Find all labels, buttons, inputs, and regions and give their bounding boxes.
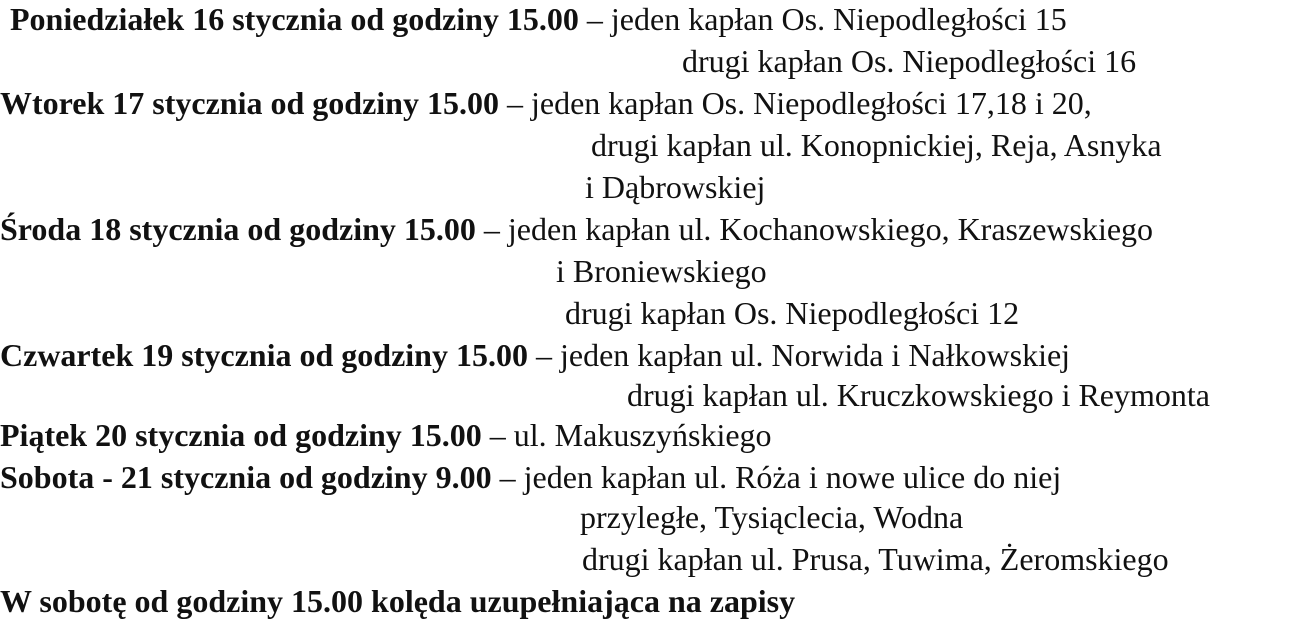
schedule-line: [0, 39, 1300, 83]
day-heading-thursday: Czwartek 19 stycznia od godziny 15.00: [0, 337, 528, 373]
assignment-text: – jeden kapłan ul. Kochanowskiego, Kraszewskiego: [483, 211, 1154, 247]
assignment-text: – ul. Makuszyńskiego: [489, 417, 772, 453]
day-heading-friday: Piątek 20 stycznia od godziny 15.00: [0, 417, 482, 453]
schedule-line: [0, 537, 1300, 581]
assignment-text: drugi kapłan Os. Niepodległości 12: [565, 295, 1020, 331]
schedule-line: [0, 165, 1300, 209]
assignment-text: – jeden kapłan Os. Niepodległości 15: [586, 1, 1067, 37]
schedule-line: [0, 291, 1300, 335]
schedule-line: [0, 455, 1300, 499]
schedule-line: [0, 373, 1300, 417]
schedule-line: [0, 495, 1300, 539]
schedule-line: [0, 81, 1300, 125]
assignment-text: – jeden kapłan ul. Norwida i Nałkowskiej: [535, 337, 1071, 373]
schedule-line: [0, 123, 1300, 167]
schedule-line: [0, 413, 1300, 457]
assignment-text: drugi kapłan Os. Niepodległości 16: [682, 43, 1137, 79]
schedule-line: [0, 333, 1300, 377]
assignment-text: – jeden kapłan ul. Róża i nowe ulice do niej: [499, 459, 1062, 495]
schedule-line: [0, 579, 1300, 623]
assignment-text: drugi kapłan ul. Prusa, Tuwima, Żeromskiego: [582, 541, 1169, 577]
assignment-text: i Dąbrowskiej: [585, 169, 766, 205]
assignment-text: przyległe, Tysiąclecia, Wodna: [580, 499, 964, 535]
day-heading-saturday: Sobota - 21 stycznia od godziny 9.00: [0, 459, 492, 495]
schedule-line: [0, 249, 1300, 293]
assignment-text: drugi kapłan ul. Kruczkowskiego i Reymonta: [627, 377, 1210, 413]
schedule-line: [0, 207, 1300, 251]
day-heading-wednesday: Środa 18 stycznia od godziny 15.00: [0, 211, 476, 247]
footer-note: W sobotę od godziny 15.00 kolęda uzupełniająca na zapisy: [0, 583, 796, 619]
day-heading-tuesday: Wtorek 17 stycznia od godziny 15.00: [0, 85, 499, 121]
assignment-text: drugi kapłan ul. Konopnickiej, Reja, Asnyka: [591, 127, 1162, 163]
day-heading-monday: Poniedziałek 16 stycznia od godziny 15.00: [10, 1, 579, 37]
assignment-text: – jeden kapłan Os. Niepodległości 17,18 i 20,: [506, 85, 1092, 121]
assignment-text: i Broniewskiego: [556, 253, 767, 289]
schedule-line: [0, 0, 1300, 41]
